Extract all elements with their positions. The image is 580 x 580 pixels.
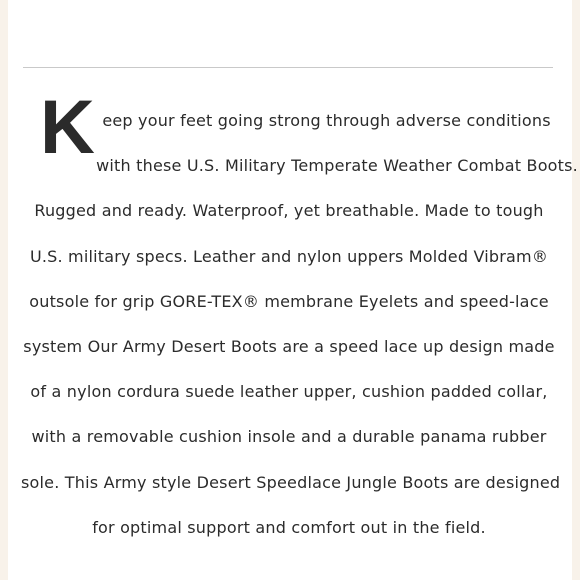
description-line: for optimal support and comfort out in the field.: [92, 517, 486, 537]
description-line: eep your feet going strong through adverse conditions: [102, 111, 551, 130]
description-line: Rugged and ready. Waterproof, yet breathable. Made to tough: [34, 201, 544, 221]
description-line: with a removable cushion insole and a durable panama rubber: [31, 427, 547, 447]
description-line: sole. This Army style Desert Speedlace Jungle Boots are designed: [21, 472, 561, 492]
divider: [23, 67, 553, 68]
content-panel: [8, 0, 578, 580]
description-line: with these U.S. Military Temperate Weather Combat Boots.: [96, 156, 578, 176]
description-line: outsole for grip GORE-TEX® membrane Eyelets and speed-lace: [29, 291, 549, 311]
drop-cap: K: [40, 85, 96, 170]
description-line: U.S. military specs. Leather and nylon uppers Molded Vibram®: [29, 246, 549, 266]
description-line: system Our Army Desert Boots are a speed lace up design made: [23, 337, 555, 357]
product-description: [21, 85, 578, 550]
description-line: of a nylon cordura suede leather upper, cushion padded collar,: [30, 382, 548, 402]
